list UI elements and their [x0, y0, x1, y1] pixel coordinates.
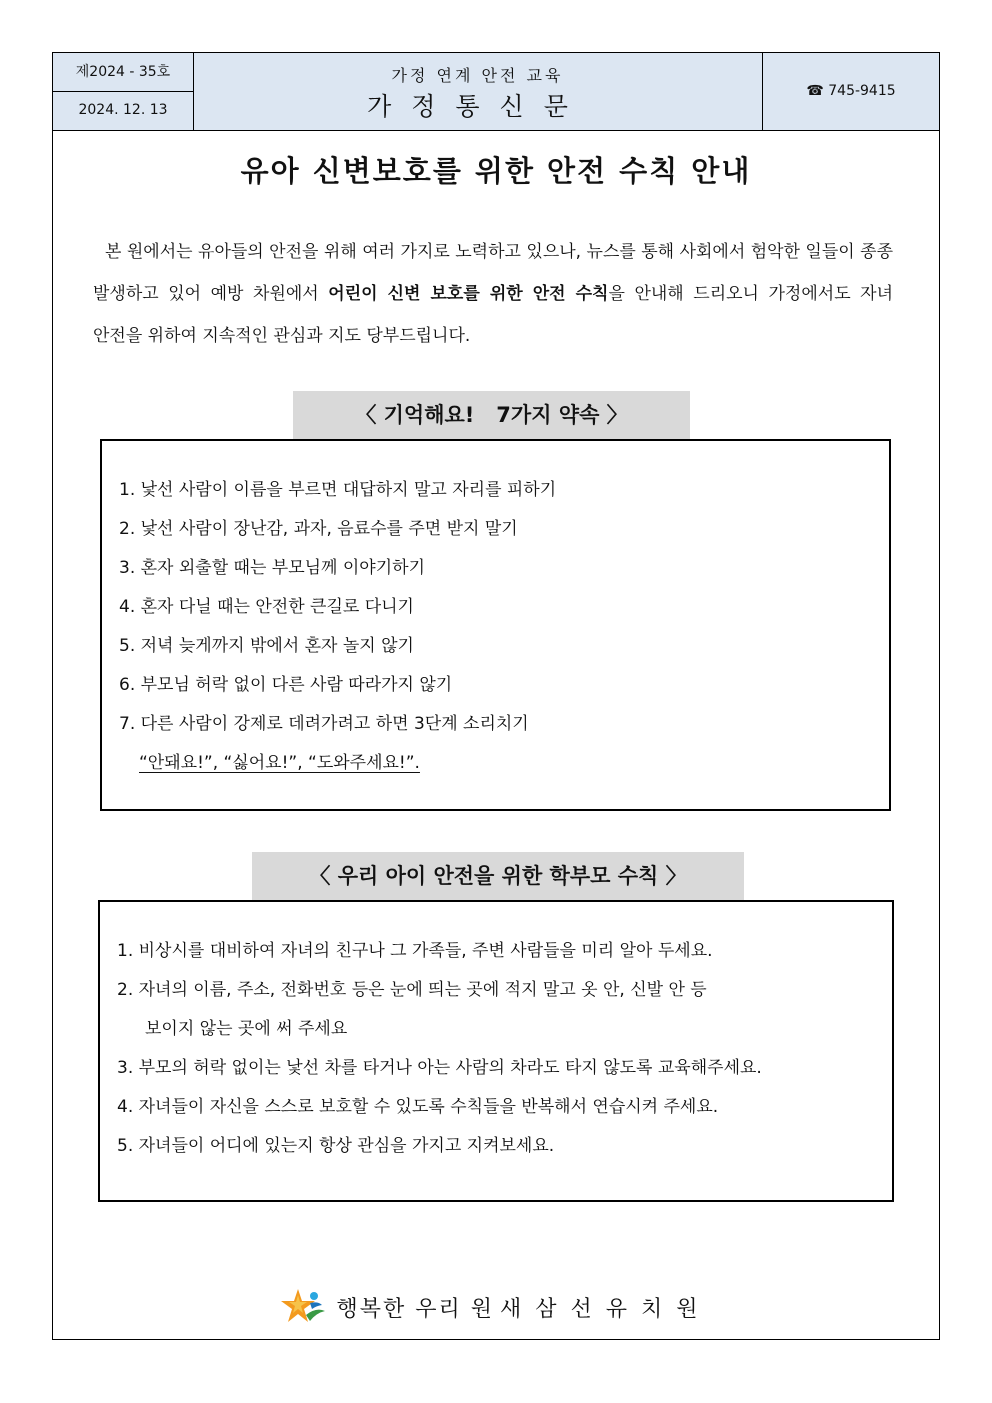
intro-text-2: 을 안내해 드리오니 가정에서도 자녀 안전을 위하여 지속적인 관심과 지도 당부드립니다. [93, 284, 894, 346]
section1-heading: 〈 기억해요! 7가지 약속 〉 [293, 391, 690, 439]
kindergarten-name: 새삼선유치원 [499, 1297, 712, 1322]
list-item: 1. 비상시를 대비하여 자녀의 친구나 그 가족들, 주변 사람들을 미리 알아 두세요. [117, 941, 713, 961]
list-item: 5. 저녁 늦게까지 밖에서 혼자 놀지 않기 [119, 636, 414, 656]
list-item: 5. 자녀들이 어디에 있는지 항상 관심을 가지고 지켜보세요. [117, 1136, 555, 1156]
section2-heading: 〈 우리 아이 안전을 위한 학부모 수칙 〉 [252, 852, 744, 900]
list-item: 3. 혼자 외출할 때는 부모님께 이야기하기 [119, 558, 425, 578]
shout-phrases: “안돼요!”, “싫어요!”, “도와주세요!”. [139, 753, 420, 773]
issue-number: 제2024 - 35호 [53, 53, 193, 92]
newsletter-page [52, 52, 940, 1340]
footer [53, 1287, 939, 1333]
list-item: 1. 낯선 사람이 이름을 부르면 대답하지 말고 자리를 피하기 [119, 480, 557, 500]
phone-number: 745-9415 [828, 83, 896, 99]
kindergarten-logo-icon [280, 1287, 326, 1333]
intro-emphasis: 어린이 신변 보호를 위한 안전 수칙 [328, 284, 609, 304]
main-title: 유아 신변보호를 위한 안전 수칙 안내 [240, 154, 752, 188]
list-item: 보이지 않는 곳에 써 주세요 [145, 1019, 348, 1039]
section2-box [98, 900, 894, 1202]
section2-list [117, 932, 892, 1166]
list-item: 4. 자녀들이 자신을 스스로 보호할 수 있도록 수칙들을 반복해서 연습시켜 주세요. [117, 1097, 719, 1117]
intro-paragraph [93, 231, 893, 357]
list-item: 2. 자녀의 이름, 주소, 전화번호 등은 눈에 띄는 곳에 적지 말고 옷 안, 신발 안 등 [117, 980, 707, 1000]
header-left [53, 53, 194, 130]
section1-list [119, 471, 889, 783]
list-item: 6. 부모님 허락 없이 다른 사람 따라가지 않기 [119, 675, 453, 695]
header [53, 53, 939, 131]
section1-box [100, 439, 891, 811]
header-phone [763, 53, 939, 130]
list-item: 7. 다른 사람이 강제로 데려가려고 하면 3단계 소리치기 [119, 714, 529, 734]
header-title: 가정통신문 [367, 92, 588, 121]
phone-icon: ☎ [806, 83, 824, 99]
list-item: 3. 부모의 허락 없이는 낯선 차를 타거나 아는 사람의 차라도 타지 않도록 교육해주세요. [117, 1058, 762, 1078]
list-item: 4. 혼자 다닐 때는 안전한 큰길로 다니기 [119, 597, 414, 617]
footer-slogan: 행복한 우리 원 [336, 1297, 494, 1322]
header-subtitle: 가정 연계 안전 교육 [391, 66, 564, 85]
intro-text-1: 본 원에서는 유아들의 안전을 위해 여러 가지로 노력하고 있으나, 뉴스를 통해 사회에서 험악한 일들이 종종 발생하고 있어 예방 차원에서 [93, 242, 893, 304]
issue-date: 2024. 12. 13 [78, 102, 168, 118]
list-item: 2. 낯선 사람이 장난감, 과자, 음료수를 주면 받지 말기 [119, 519, 518, 539]
header-center [193, 53, 763, 130]
